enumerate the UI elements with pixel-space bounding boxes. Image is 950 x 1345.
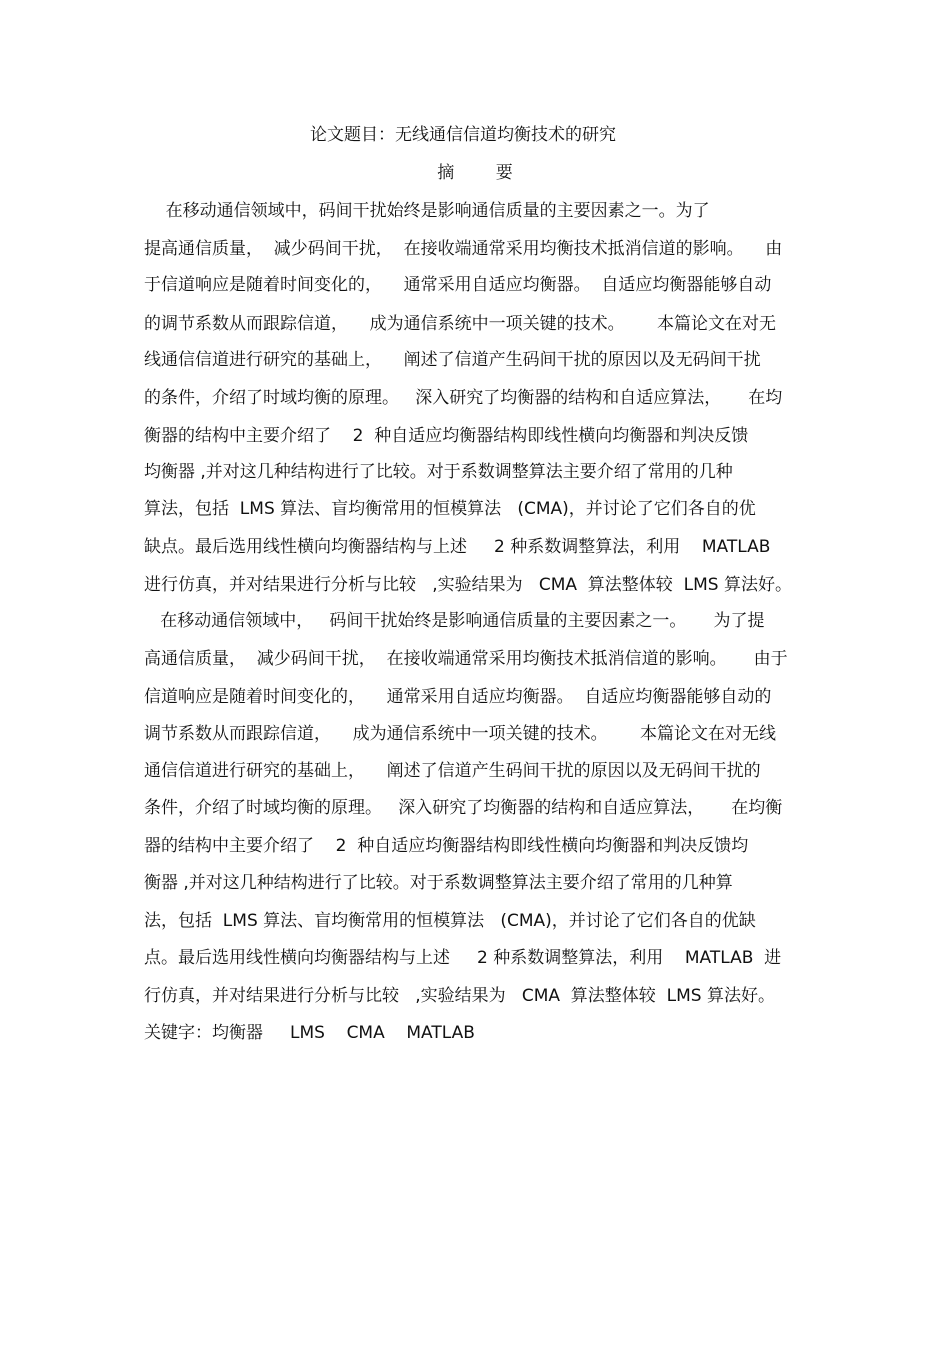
abstract-line: 在移动通信领域中， 码间干扰始终是影响通信质量的主要因素之一。 为了提 bbox=[144, 611, 765, 631]
abstract-line: 行仿真，并对结果进行分析与比较 ,实验结果为 CMA 算法整体较 LMS 算法好。 bbox=[144, 986, 775, 1006]
paper-title: 论文题目：无线通信信道均衡技术的研究 bbox=[310, 125, 616, 145]
abstract-line: 缺点。最后选用线性横向均衡器结构与上述 2 种系数调整算法，利用 MATLAB bbox=[144, 537, 771, 557]
abstract-line: 进行仿真，并对结果进行分析与比较 ,实验结果为 CMA 算法整体较 LMS 算法好。 bbox=[144, 575, 792, 595]
abstract-line: 在移动通信领域中，码间干扰始终是影响通信质量的主要因素之一。为了 bbox=[144, 201, 710, 221]
abstract-line: 器的结构中主要介绍了 2 种自适应均衡器结构即线性横向均衡器和判决反馈均 bbox=[144, 836, 749, 856]
abstract-line: 高通信质量， 减少码间干扰， 在接收端通常采用均衡技术抵消信道的影响。 由于 bbox=[144, 649, 788, 669]
abstract-line: 点。最后选用线性横向均衡器结构与上述 2 种系数调整算法，利用 MATLAB 进 bbox=[144, 948, 782, 968]
abstract-line: 衡器的结构中主要介绍了 2 种自适应均衡器结构即线性横向均衡器和判决反馈 bbox=[144, 426, 749, 446]
abstract-line: 法，包括 LMS 算法、盲均衡常用的恒模算法 (CMA)，并讨论了它们各自的优缺 bbox=[144, 911, 756, 931]
abstract-line: 于信道响应是随着时间变化的， 通常采用自适应均衡器。 自适应均衡器能够自动 bbox=[144, 275, 772, 295]
abstract-heading: 摘 要 bbox=[437, 163, 531, 183]
abstract-line: 衡器 ,并对这几种结构进行了比较。对于系数调整算法主要介绍了常用的几种算 bbox=[144, 873, 733, 893]
abstract-line: 条件，介绍了时域均衡的原理。 深入研究了均衡器的结构和自适应算法， 在均衡 bbox=[144, 798, 783, 818]
abstract-line: 的条件，介绍了时域均衡的原理。 深入研究了均衡器的结构和自适应算法， 在均 bbox=[144, 388, 783, 408]
abstract-line: 线通信信道进行研究的基础上， 阐述了信道产生码间干扰的原因以及无码间干扰 bbox=[144, 350, 761, 370]
abstract-line: 信道响应是随着时间变化的， 通常采用自适应均衡器。 自适应均衡器能够自动的 bbox=[144, 687, 772, 707]
abstract-line: 通信信道进行研究的基础上， 阐述了信道产生码间干扰的原因以及无码间干扰的 bbox=[144, 761, 761, 781]
abstract-line: 均衡器 ,并对这几种结构进行了比较。对于系数调整算法主要介绍了常用的几种 bbox=[144, 462, 733, 482]
abstract-line: 的调节系数从而跟踪信道， 成为通信系统中一项关键的技术。 本篇论文在对无 bbox=[144, 314, 777, 334]
abstract-line: 算法，包括 LMS 算法、盲均衡常用的恒模算法 (CMA)，并讨论了它们各自的优 bbox=[144, 499, 756, 519]
keywords-line: 关键字：均衡器 LMS CMA MATLAB bbox=[144, 1023, 475, 1043]
abstract-line: 调节系数从而跟踪信道， 成为通信系统中一项关键的技术。 本篇论文在对无线 bbox=[144, 724, 777, 744]
abstract-line: 提高通信质量， 减少码间干扰， 在接收端通常采用均衡技术抵消信道的影响。 由 bbox=[144, 239, 783, 259]
